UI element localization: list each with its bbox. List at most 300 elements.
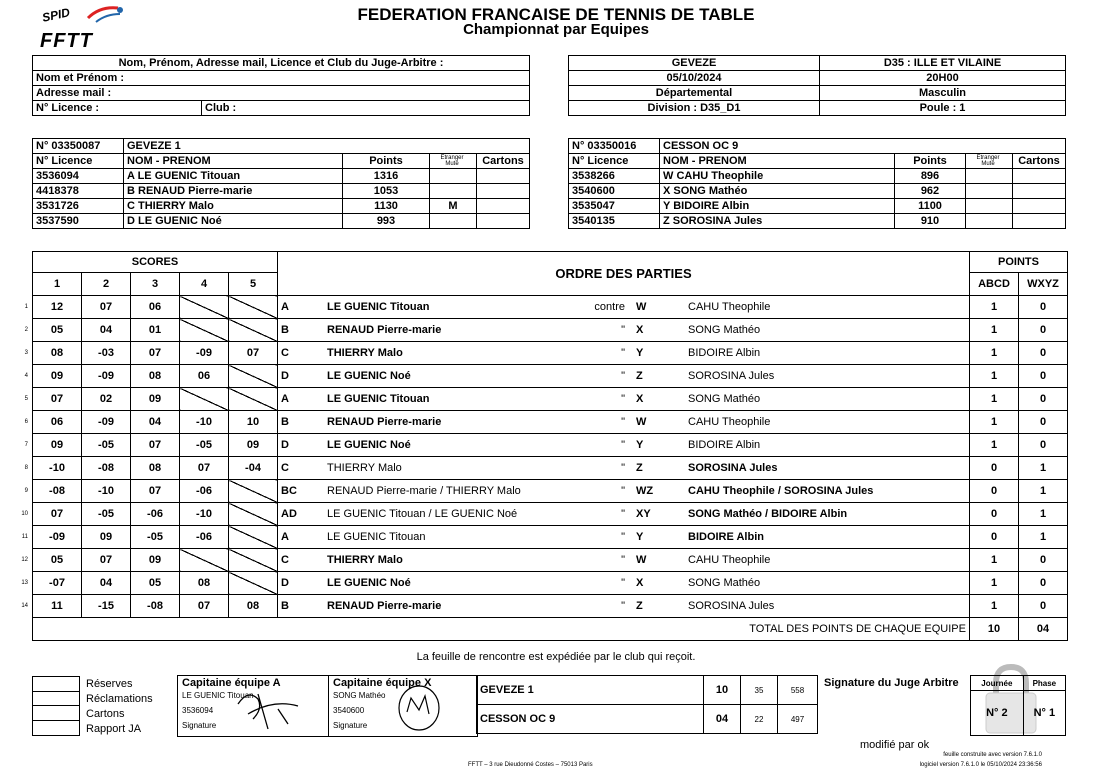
party-number: 14 [21,603,28,609]
set-score: -05 [180,434,229,457]
party-result-x: 0 [1019,549,1068,572]
party-number: 1 [24,304,28,310]
set-score: 07 [82,549,131,572]
party-code-a: A [278,526,325,549]
party-code-a: D [278,365,325,388]
set-score [180,296,229,319]
result-col2: 22 [741,705,778,734]
set-score [229,319,278,342]
party-versus: " [570,411,633,434]
set-score: -09 [180,342,229,365]
party-versus: " [570,526,633,549]
party-code-a: B [278,319,325,342]
party-player-x: SONG Mathéo [685,572,970,595]
party-player-x: SOROSINA Jules [685,457,970,480]
player-row [569,184,1066,199]
player-foreign [430,214,477,229]
party-code-x: X [633,572,685,595]
player-row [569,214,1066,229]
set-score: -05 [82,434,131,457]
set-score: 09 [33,365,82,388]
captain-x-name: SONG Mathéo [333,691,386,700]
team-x-name: CESSON OC 9 [660,139,1066,154]
modified-by: modifié par ok [860,739,930,751]
party-result-a: 0 [970,503,1019,526]
set-score [180,549,229,572]
party-player-a: RENAUD Pierre-marie [324,319,570,342]
party-code-a: A [278,388,325,411]
set-score: 06 [131,296,180,319]
party-player-x: SONG Mathéo [685,319,970,342]
set-score: 09 [229,434,278,457]
party-row [8,296,1068,319]
player-foreign [966,184,1013,199]
party-result-a: 0 [970,457,1019,480]
logo-top-text: SPID [40,5,72,25]
party-code-x: W [633,549,685,572]
team-a-number: N° 03350087 [33,139,124,154]
team-a-header-name: NOM - PRENOM [124,154,343,169]
party-row [8,595,1068,618]
party-result-x: 0 [1019,595,1068,618]
set-score: -06 [180,480,229,503]
set-score: 10 [229,411,278,434]
ja-signature-label: Signature du Juge Arbitre [824,677,959,689]
party-player-x: CAHU Theophile / SOROSINA Jules [685,480,970,503]
party-result-a: 1 [970,365,1019,388]
checkbox[interactable] [32,721,80,736]
set-score: -15 [82,595,131,618]
player-row [569,199,1066,214]
match-division: Division : D35_D1 [569,101,820,116]
page-subtitle: Championnat par Equipes [463,21,649,38]
player-name: W CAHU Theophile [660,169,895,184]
set-score: -06 [131,503,180,526]
party-player-a: RENAUD Pierre-marie / THIERRY Malo [324,480,570,503]
phase-value: N° 1 [1023,691,1065,736]
set-score: -10 [82,480,131,503]
party-player-x: SOROSINA Jules [685,365,970,388]
set-score: -10 [180,411,229,434]
party-number: 5 [24,396,28,402]
party-player-x: BIDOIRE Albin [685,434,970,457]
party-result-a: 1 [970,319,1019,342]
set-score: 07 [131,480,180,503]
checklist-item [32,721,153,736]
player-name: D LE GUENIC Noé [124,214,343,229]
set-score: 04 [82,572,131,595]
player-points: 910 [895,214,966,229]
journee-value: N° 2 [971,691,1024,736]
party-code-a: A [278,296,325,319]
party-code-a: D [278,572,325,595]
result-col2: 35 [741,676,778,705]
party-player-a: THIERRY Malo [324,342,570,365]
checkbox[interactable] [32,706,80,721]
phase-label: Phase [1023,676,1065,691]
set-score: 09 [33,434,82,457]
team-x-header-points: Points [895,154,966,169]
checklist-label: Rapport JA [86,722,142,735]
set-score: -09 [82,365,131,388]
player-points: 896 [895,169,966,184]
party-result-a: 0 [970,526,1019,549]
party-number: 13 [21,580,28,586]
player-licence: 3535047 [569,199,660,214]
set-header: 4 [180,273,229,296]
set-score: 09 [131,549,180,572]
team-a-header-points: Points [343,154,430,169]
version-1: feuille construite avec version 7.6.1.0 [943,752,1042,758]
set-score: 08 [229,595,278,618]
party-number: 3 [24,350,28,356]
set-score: 09 [131,388,180,411]
rowno-spacer [8,618,33,641]
checkbox[interactable] [32,691,80,706]
set-score: 07 [229,342,278,365]
party-code-x: Z [633,365,685,388]
party-result-a: 1 [970,296,1019,319]
party-number: 7 [24,442,28,448]
party-player-a: THIERRY Malo [324,457,570,480]
captain-x-box [328,675,478,737]
total-label: TOTAL DES POINTS DE CHAQUE EQUIPE [33,618,970,641]
player-row [33,169,530,184]
captain-a-licence: 3536094 [182,706,214,715]
player-licence: 3538266 [569,169,660,184]
party-result-a: 1 [970,549,1019,572]
set-score: -03 [82,342,131,365]
player-cards [1013,214,1066,229]
player-cards [477,184,530,199]
match-gender: Masculin [820,86,1066,101]
player-cards [1013,199,1066,214]
party-code-x: X [633,319,685,342]
checklist-label: Réclamations [86,692,153,705]
player-points: 1053 [343,184,430,199]
set-score: -07 [33,572,82,595]
party-versus: " [570,365,633,388]
party-number: 4 [24,373,28,379]
player-row [33,214,530,229]
party-number: 2 [24,327,28,333]
set-score [229,480,278,503]
checklist-item [32,706,153,721]
player-cards [477,169,530,184]
player-cards [1013,184,1066,199]
party-result-a: 1 [970,434,1019,457]
party-code-a: B [278,411,325,434]
party-player-x: SONG Mathéo / BIDOIRE Albin [685,503,970,526]
party-number: 11 [21,534,28,540]
party-code-x: WZ [633,480,685,503]
set-header: 3 [131,273,180,296]
team-x-header-cards: Cartons [1013,154,1066,169]
team-a-header-licence: N° Licence [33,154,124,169]
set-score: -05 [131,526,180,549]
party-versus: " [570,434,633,457]
player-licence: 3540135 [569,214,660,229]
captain-x-signature [389,680,459,734]
party-code-x: XY [633,503,685,526]
player-name: Z SOROSINA Jules [660,214,895,229]
player-cards [1013,169,1066,184]
set-score: 07 [180,595,229,618]
player-licence: 3540600 [569,184,660,199]
party-row [8,434,1068,457]
party-result-x: 0 [1019,572,1068,595]
party-number: 6 [24,419,28,425]
player-licence: 3537590 [33,214,124,229]
party-versus: " [570,549,633,572]
party-result-x: 1 [1019,480,1068,503]
captain-a-sig-label: Signature [182,721,217,730]
set-score: -05 [82,503,131,526]
match-date: 05/10/2024 [569,71,820,86]
set-score: 07 [131,434,180,457]
party-result-x: 1 [1019,503,1068,526]
party-versus: " [570,572,633,595]
rowno-spacer [8,273,33,296]
set-score: 11 [33,595,82,618]
set-score [229,365,278,388]
abcd-header: ABCD [970,273,1019,296]
party-result-x: 1 [1019,526,1068,549]
player-licence: 4418378 [33,184,124,199]
team-x-header-licence: N° Licence [569,154,660,169]
result-table [476,675,818,734]
wxyz-header: WXYZ [1019,273,1068,296]
result-team: CESSON OC 9 [477,705,704,734]
set-score: -10 [180,503,229,526]
set-score: 08 [131,365,180,388]
party-player-x: BIDOIRE Albin [685,342,970,365]
player-foreign [430,184,477,199]
player-points: 1100 [895,199,966,214]
party-code-a: C [278,549,325,572]
checkbox[interactable] [32,676,80,692]
set-score: 05 [33,319,82,342]
party-code-a: BC [278,480,325,503]
player-foreign [966,169,1013,184]
party-code-x: W [633,411,685,434]
result-team: GEVEZE 1 [477,676,704,705]
set-score: 08 [131,457,180,480]
party-row [8,365,1068,388]
party-versus: " [570,388,633,411]
party-versus: " [570,319,633,342]
set-score: 06 [180,365,229,388]
party-player-a: LE GUENIC Titouan / LE GUENIC Noé [324,503,570,526]
party-code-a: C [278,457,325,480]
scores-header: SCORES [33,252,278,273]
result-col3: 558 [778,676,818,705]
party-result-a: 1 [970,388,1019,411]
party-versus: " [570,342,633,365]
referee-table [32,55,530,116]
player-points: 993 [343,214,430,229]
referee-name-label: Nom et Prénom : [33,71,530,86]
set-score: 02 [82,388,131,411]
set-score: 07 [33,503,82,526]
party-player-a: LE GUENIC Titouan [324,296,570,319]
set-score [229,503,278,526]
set-score: 07 [180,457,229,480]
result-col3: 497 [778,705,818,734]
team-a-name: GEVEZE 1 [124,139,530,154]
team-a-header-foreign: Etranger Muté [430,154,477,169]
party-player-a: RENAUD Pierre-marie [324,411,570,434]
player-licence: 3536094 [33,169,124,184]
player-name: X SONG Mathéo [660,184,895,199]
match-time: 20H00 [820,71,1066,86]
party-result-a: 1 [970,411,1019,434]
player-foreign [966,214,1013,229]
party-code-a: AD [278,503,325,526]
set-score: 09 [82,526,131,549]
captain-a-box [177,675,329,737]
party-result-a: 1 [970,595,1019,618]
team-x-table [568,138,1066,229]
logo-bottom-text: FFTT [40,30,93,52]
match-region: D35 : ILLE ET VILAINE [820,56,1066,71]
party-player-a: LE GUENIC Noé [324,365,570,388]
party-versus: " [570,480,633,503]
party-player-x: CAHU Theophile [685,549,970,572]
set-score: 08 [33,342,82,365]
set-score: 07 [131,342,180,365]
party-code-x: Y [633,526,685,549]
set-score: -09 [33,526,82,549]
set-score: -10 [33,457,82,480]
player-foreign [430,169,477,184]
total-a: 10 [970,618,1019,641]
set-score: 05 [131,572,180,595]
party-result-a: 1 [970,342,1019,365]
order-header: ORDRE DES PARTIES [278,252,970,296]
party-result-x: 0 [1019,388,1068,411]
party-player-a: LE GUENIC Titouan [324,388,570,411]
points-header: POINTS [970,252,1068,273]
set-score: 05 [33,549,82,572]
party-row [8,319,1068,342]
party-player-x: CAHU Theophile [685,411,970,434]
player-points: 1130 [343,199,430,214]
party-result-a: 1 [970,572,1019,595]
player-row [33,184,530,199]
captain-x-sig-label: Signature [333,721,368,730]
party-result-x: 0 [1019,296,1068,319]
player-name: B RENAUD Pierre-marie [124,184,343,199]
party-code-a: C [278,342,325,365]
team-x-header-name: NOM - PRENOM [660,154,895,169]
party-code-x: Y [633,434,685,457]
set-score [180,319,229,342]
party-player-a: LE GUENIC Titouan [324,526,570,549]
team-x-header-foreign: Etranger Muté [966,154,1013,169]
party-code-x: Z [633,457,685,480]
party-player-x: BIDOIRE Albin [685,526,970,549]
set-score: -04 [229,457,278,480]
party-versus: " [570,595,633,618]
sent-note: La feuille de rencontre est expédiée par le club qui reçoit. [416,651,696,663]
set-score [229,572,278,595]
captain-a-title: Capitaine équipe A [182,677,281,689]
rowno-spacer [8,252,33,273]
party-number: 12 [21,557,28,563]
team-x-number: N° 03350016 [569,139,660,154]
checklist [32,676,153,736]
referee-club-label: Club : [202,101,530,116]
player-points: 962 [895,184,966,199]
party-row [8,526,1068,549]
set-score: -08 [131,595,180,618]
player-row [569,169,1066,184]
party-row [8,549,1068,572]
set-score: 12 [33,296,82,319]
party-number: 10 [21,511,28,517]
set-score [229,549,278,572]
party-player-a: LE GUENIC Noé [324,434,570,457]
set-score: -09 [82,411,131,434]
set-header: 5 [229,273,278,296]
party-row [8,457,1068,480]
player-name: C THIERRY Malo [124,199,343,214]
set-score [229,388,278,411]
player-foreign [966,199,1013,214]
player-cards [477,199,530,214]
referee-header: Nom, Prénom, Adresse mail, Licence et Club du Juge-Arbitre : [33,56,530,71]
set-score [229,526,278,549]
set-score: 01 [131,319,180,342]
checklist-item [32,691,153,706]
result-score: 04 [704,705,741,734]
match-pool: Poule : 1 [820,101,1066,116]
party-code-x: Z [633,595,685,618]
party-code-x: X [633,388,685,411]
checklist-label: Cartons [86,707,125,720]
checklist-label: Réserves [86,677,133,690]
party-number: 9 [24,488,28,494]
set-score: 07 [82,296,131,319]
set-header: 2 [82,273,131,296]
set-score: 04 [82,319,131,342]
player-foreign: M [430,199,477,214]
set-score: 06 [33,411,82,434]
party-result-x: 1 [1019,457,1068,480]
party-versus: " [570,457,633,480]
party-row [8,342,1068,365]
party-player-a: LE GUENIC Noé [324,572,570,595]
party-result-x: 0 [1019,434,1068,457]
set-score: -06 [180,526,229,549]
journee-label: Journée [971,676,1024,691]
match-info-table [568,55,1066,116]
party-versus: " [570,503,633,526]
player-points: 1316 [343,169,430,184]
set-score: 08 [180,572,229,595]
party-row [8,388,1068,411]
captain-x-licence: 3540600 [333,706,365,715]
journee-phase [970,675,1066,735]
referee-licence-label: N° Licence : [33,101,202,116]
match-level: Départemental [569,86,820,101]
party-result-x: 0 [1019,319,1068,342]
result-score: 10 [704,676,741,705]
version-2: logiciel version 7.6.1.0 le 05/10/2024 23:36:56 [919,762,1042,768]
party-player-x: SOROSINA Jules [685,595,970,618]
party-code-a: B [278,595,325,618]
